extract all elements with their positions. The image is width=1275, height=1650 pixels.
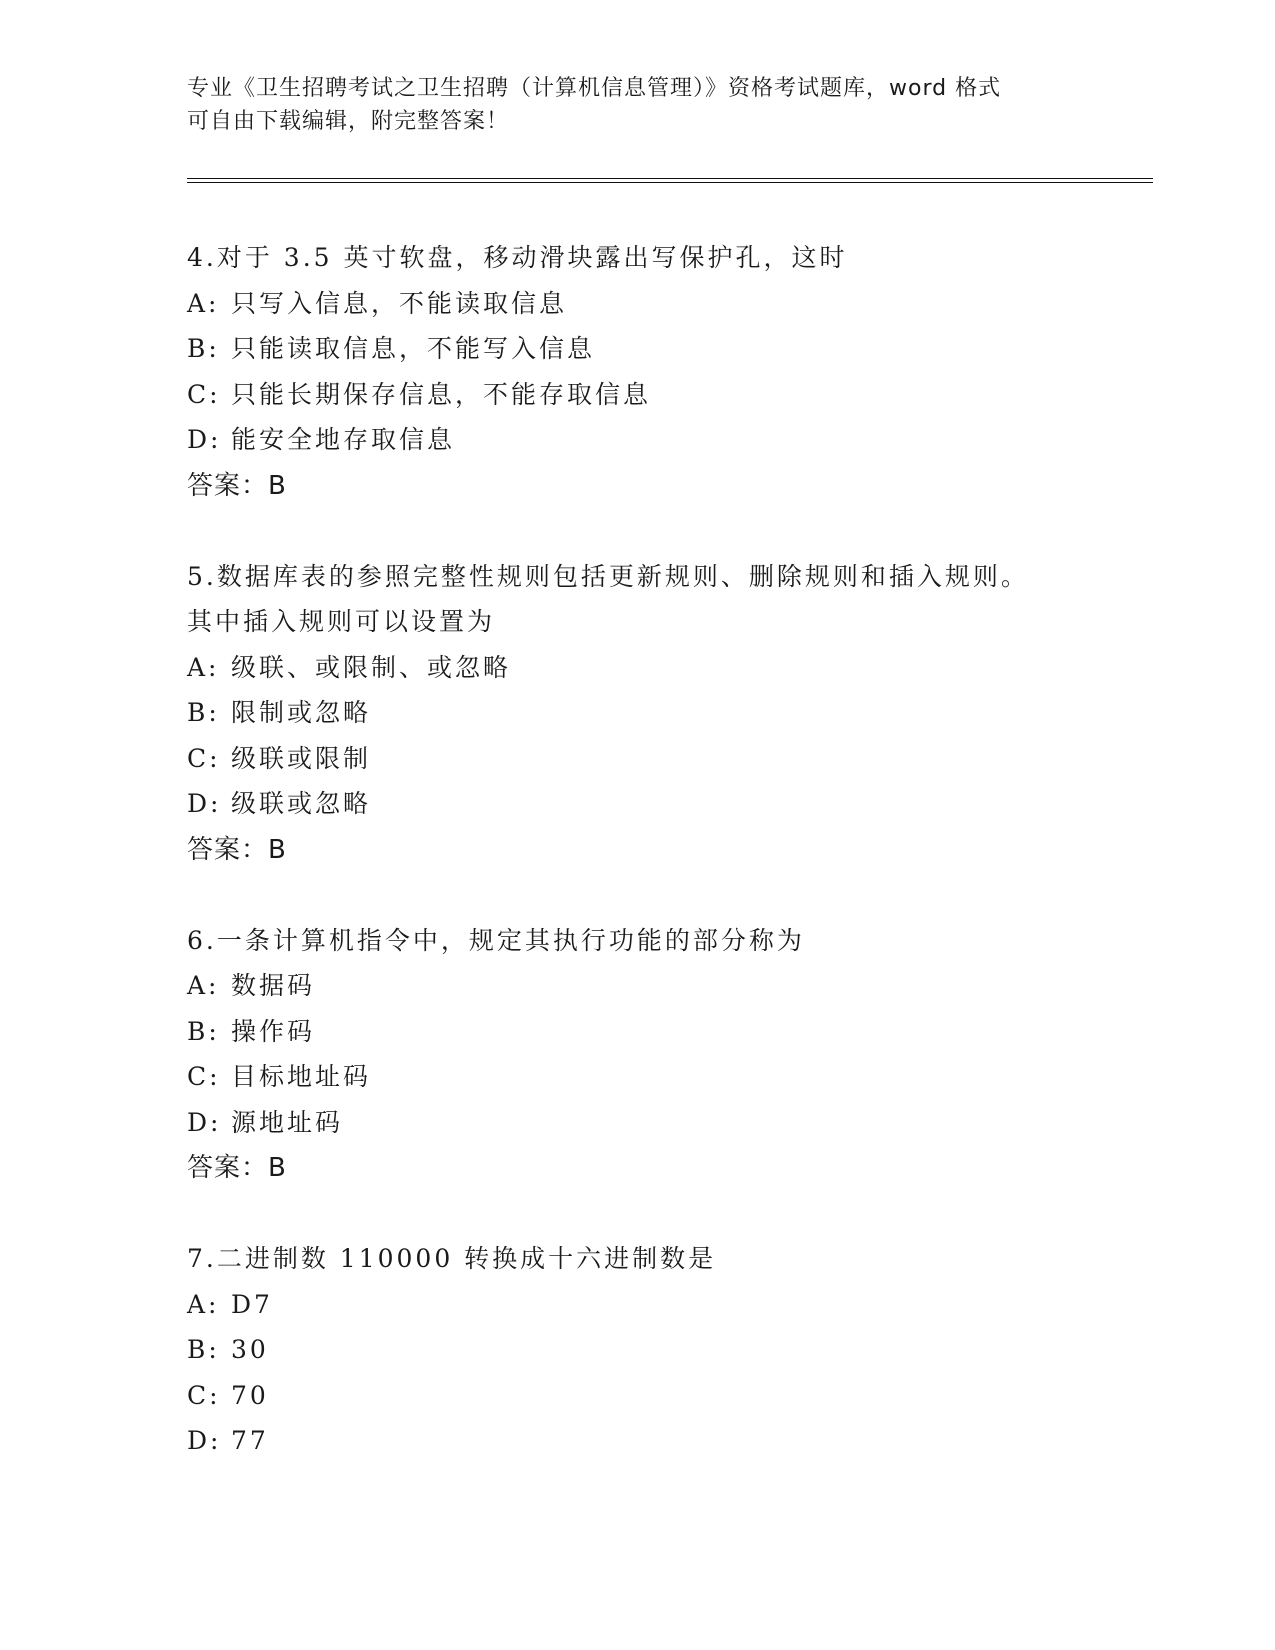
- option-text: 级联或限制: [231, 743, 372, 773]
- option-key: A:: [187, 971, 220, 1000]
- option-text: 能安全地存取信息: [231, 425, 456, 454]
- option-c: [187, 1373, 1127, 1419]
- option-text: 只能长期保存信息，不能存取信息: [231, 379, 652, 409]
- question-stem: 5.数据库表的参照完整性规则包括更新规则、删除规则和插入规则。: [187, 561, 1029, 591]
- option-key: C:: [187, 743, 221, 773]
- option-key: B:: [187, 334, 220, 363]
- option-b: [187, 690, 1127, 736]
- option-text: 限制或忽略: [231, 698, 372, 727]
- option-key: D:: [187, 425, 222, 454]
- option-key: B:: [187, 1016, 220, 1046]
- option-a: [187, 281, 1127, 327]
- option-key: C:: [187, 1062, 221, 1091]
- option-c: [187, 372, 1127, 418]
- option-text: 70: [231, 1380, 269, 1410]
- option-text: 只写入信息，不能读取信息: [231, 288, 568, 318]
- header-line-2: 可自由下载编辑，附完整答案！: [187, 109, 510, 134]
- option-d: [187, 781, 1127, 827]
- option-key: A:: [187, 1289, 220, 1319]
- option-b: [187, 1327, 1127, 1373]
- question-item: [187, 918, 1127, 1192]
- option-text: 30: [231, 1335, 269, 1364]
- option-a: [187, 963, 1127, 1009]
- answer-line: 答案：B: [187, 834, 287, 865]
- answer-line: 答案：B: [187, 470, 287, 501]
- question-item: [187, 554, 1127, 873]
- option-key: D:: [187, 789, 222, 818]
- option-d: [187, 1418, 1127, 1464]
- option-a: [187, 645, 1127, 691]
- option-text: 级联、或限制、或忽略: [231, 652, 512, 682]
- option-text: 目标地址码: [231, 1062, 372, 1091]
- option-key: D:: [187, 1107, 222, 1137]
- option-text: 77: [231, 1426, 269, 1455]
- option-key: A:: [187, 288, 220, 318]
- option-text: 源地址码: [231, 1107, 344, 1137]
- option-d: [187, 1100, 1127, 1146]
- question-stem-continued: 其中插入规则可以设置为: [187, 607, 496, 636]
- option-key: D:: [187, 1426, 222, 1455]
- option-d: [187, 417, 1127, 463]
- option-b: [187, 1009, 1127, 1055]
- option-text: 操作码: [231, 1016, 316, 1046]
- option-text: 只能读取信息，不能写入信息: [231, 334, 596, 363]
- header-divider: [187, 178, 1153, 183]
- option-key: A:: [187, 652, 220, 682]
- option-key: C:: [187, 1380, 221, 1410]
- header-line-1: 专业《卫生招聘考试之卫生招聘（计算机信息管理）》资格考试题库，word 格式: [187, 76, 1002, 101]
- option-key: B:: [187, 1335, 220, 1364]
- question-stem: 6.一条计算机指令中，规定其执行功能的部分称为: [187, 925, 805, 955]
- question-item: [187, 1236, 1127, 1464]
- option-text: D7: [231, 1289, 273, 1319]
- document-header: [187, 72, 1087, 138]
- option-key: B:: [187, 698, 220, 727]
- option-key: C:: [187, 379, 221, 409]
- answer-line: 答案：B: [187, 1153, 287, 1183]
- question-item: [187, 235, 1127, 509]
- question-stem: 7.二进制数 110000 转换成十六进制数是: [187, 1244, 717, 1273]
- option-b: [187, 326, 1127, 372]
- question-stem: 4.对于 3.5 英寸软盘，移动滑块露出写保护孔，这时: [187, 243, 848, 272]
- option-c: [187, 736, 1127, 782]
- option-c: [187, 1054, 1127, 1100]
- question-list: [187, 235, 1127, 1509]
- option-a: [187, 1282, 1127, 1328]
- option-text: 数据码: [231, 971, 316, 1000]
- option-text: 级联或忽略: [231, 789, 372, 818]
